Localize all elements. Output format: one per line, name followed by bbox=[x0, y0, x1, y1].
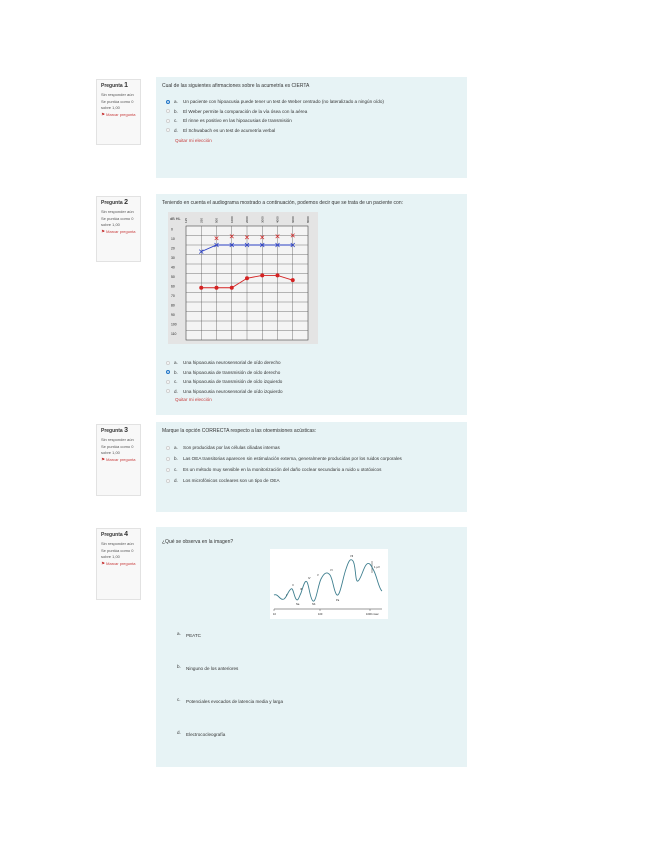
question-score: Se puntúa como 0 sobre 1,00 bbox=[101, 99, 134, 110]
question-2-info bbox=[96, 196, 141, 262]
answer-option-c[interactable]: c. Es un método muy sensible en la monitorización del daño coclear secundario a ruido u ototóxicos bbox=[162, 464, 461, 475]
audiogram-db-tick: 50 bbox=[171, 275, 175, 279]
waveform-peak-label: VI bbox=[330, 569, 333, 572]
amplitude-label: 1 µV bbox=[374, 565, 380, 569]
air-conduction-point bbox=[245, 276, 249, 280]
flag-icon: ⚑ bbox=[101, 457, 106, 463]
flag-question-button[interactable]: ⚑ Marcar pregunta bbox=[101, 561, 136, 567]
answer-option-a[interactable]: a. PEATC bbox=[177, 631, 201, 638]
waveform-peak-label: IV bbox=[308, 577, 311, 580]
question-4-content bbox=[156, 527, 467, 767]
answer-option-d[interactable]: d. Una hipoacusia neurosensorial de oído izquierdo bbox=[162, 387, 461, 397]
flag-question-button[interactable]: ⚑ Marcar pregunta bbox=[101, 229, 136, 235]
waveform-peak-label: Pa bbox=[336, 599, 340, 602]
radio-selected[interactable] bbox=[166, 100, 170, 104]
audiogram-db-tick: 110 bbox=[171, 332, 177, 336]
answer-option-c[interactable]: c. Potenciales evocados de latencia media y larga bbox=[177, 697, 284, 704]
question-score: Se puntúa como 0 sobre 1,00 bbox=[101, 216, 134, 227]
clear-choice-link[interactable]: Quitar mi elección bbox=[175, 138, 212, 143]
clear-choice-link[interactable]: Quitar mi elección bbox=[175, 397, 212, 402]
answer-option-c[interactable]: c. Una hipoacusia de transmisión de oído izquierdo bbox=[162, 377, 461, 387]
question-1-content bbox=[156, 77, 467, 178]
waveform-peak-label: V bbox=[317, 574, 319, 577]
question-status: Sin responder aún bbox=[101, 436, 134, 442]
question-1-info bbox=[96, 79, 141, 145]
answer-option-a[interactable]: a. Una hipoacusia neurosensorial de oído derecho bbox=[162, 358, 461, 368]
waveform-peak-label: I bbox=[286, 594, 287, 597]
air-conduction-point bbox=[230, 286, 234, 290]
answer-option-a[interactable]: a. Un paciente con hipoacusia puede tener un test de Weber centrado (no lateralizado a ningún oído) bbox=[162, 97, 461, 107]
waveform-peak-label: Nb bbox=[312, 603, 316, 606]
flag-question-button[interactable]: ⚑ Marcar pregunta bbox=[101, 457, 136, 463]
answer-option-b[interactable]: b. Ninguno de los anteriores bbox=[177, 664, 239, 671]
air-conduction-point bbox=[291, 278, 295, 282]
answer-option-d[interactable]: d. Los microfónicos cocleares son un tipo de OEA bbox=[162, 475, 461, 486]
evoked-potential-waveform-image bbox=[270, 549, 388, 619]
question-text: ¿Qué se observa en la imagen? bbox=[162, 539, 234, 545]
waveform-axis-label: 100 bbox=[318, 613, 323, 616]
waveform-peak-label: Na bbox=[296, 603, 300, 606]
audiogram-db-tick: 40 bbox=[171, 265, 175, 270]
audiogram-frequency-tick: 250 bbox=[199, 217, 204, 223]
waveform-background bbox=[270, 549, 388, 619]
radio[interactable] bbox=[166, 109, 170, 113]
audiogram-frequency-tick: 125 bbox=[184, 217, 189, 223]
question-text: Teniendo en cuenta el audiograma mostrado a continuación, podemos decir que se trata de un paciente con: bbox=[162, 200, 403, 206]
air-conduction-point bbox=[276, 273, 280, 277]
answer-option-d[interactable]: d. El Schwabach es un test de acumetría verbal bbox=[162, 126, 461, 136]
audiogram-frequency-tick: 6000 bbox=[290, 216, 295, 223]
question-3-content bbox=[156, 422, 467, 512]
radio[interactable] bbox=[166, 457, 170, 461]
audiogram-frequency-tick: 500 bbox=[214, 217, 219, 223]
flag-icon: ⚑ bbox=[101, 112, 106, 118]
audiogram-db-tick: 0 bbox=[171, 227, 173, 232]
radio[interactable] bbox=[166, 119, 170, 123]
question-number: Pregunta 4 bbox=[101, 531, 128, 538]
radio[interactable] bbox=[166, 446, 170, 450]
audiogram-db-tick: 70 bbox=[171, 294, 175, 298]
air-conduction-point bbox=[199, 286, 203, 290]
waveform-peak-label: III bbox=[300, 588, 303, 591]
audiogram-frequency-tick: 8000 bbox=[306, 216, 311, 223]
audiogram-frequency-tick: 1000 bbox=[229, 216, 234, 223]
answer-option-d[interactable]: d. Electrococleografía bbox=[177, 730, 226, 737]
audiogram-frequency-tick: 3000 bbox=[260, 216, 265, 223]
question-score: Se puntúa como 0 sobre 1,00 bbox=[101, 444, 134, 455]
audiogram-db-tick: 10 bbox=[171, 237, 175, 241]
waveform-axis-label: 1000 msec bbox=[366, 613, 379, 616]
question-2-content bbox=[156, 194, 467, 415]
radio[interactable] bbox=[166, 361, 170, 365]
answer-option-b[interactable]: b. Las OEA transitorias aparecen sin estimulación externa, generalmente producidas por los ruidos corporales bbox=[162, 453, 461, 464]
answer-option-a[interactable]: a. Son producidas por las células ciliadas internas bbox=[162, 442, 461, 453]
audiogram-frequency-tick: 4000 bbox=[275, 216, 280, 223]
radio[interactable] bbox=[166, 389, 170, 393]
waveform-axis-label: 10 bbox=[273, 613, 276, 616]
audiogram-frequency-tick: 2000 bbox=[245, 216, 250, 223]
question-number: Pregunta 2 bbox=[101, 199, 128, 206]
question-status: Sin responder aún bbox=[101, 208, 134, 214]
question-number: Pregunta 3 bbox=[101, 427, 128, 434]
audiogram-db-tick: 30 bbox=[171, 256, 175, 260]
question-status: Sin responder aún bbox=[101, 540, 134, 546]
audiogram-db-tick: 90 bbox=[171, 313, 175, 317]
answer-option-c[interactable]: c. El rinne es positivo en las hipoacusias de transmisión bbox=[162, 116, 461, 126]
answer-option-b[interactable]: b. Una hipoacusia de transmisión de oído derecho bbox=[162, 368, 461, 378]
audiogram-db-tick: 60 bbox=[171, 284, 175, 289]
question-score: Se puntúa como 0 sobre 1,00 bbox=[101, 548, 134, 559]
question-status: Sin responder aún bbox=[101, 91, 134, 97]
flag-icon: ⚑ bbox=[101, 561, 106, 567]
air-conduction-point bbox=[215, 286, 219, 290]
question-text: Marque la opción CORRECTA respecto a las otoemisiones acústicas: bbox=[162, 428, 317, 434]
answer-option-b[interactable]: b. El Weber permite la comparación de la vía ósea con la aérea bbox=[162, 107, 461, 117]
question-4-info bbox=[96, 528, 141, 600]
audiogram-db-tick: 80 bbox=[171, 303, 175, 308]
audiogram-db-tick: 100 bbox=[171, 322, 177, 327]
waveform-peak-label: II bbox=[292, 584, 294, 587]
radio-selected[interactable] bbox=[166, 370, 170, 374]
flag-icon: ⚑ bbox=[101, 229, 106, 235]
question-text: Cual de las siguientes afirmaciones sobre la acumetría es CIERTA bbox=[162, 83, 310, 89]
waveform-peak-label: VII bbox=[350, 555, 354, 558]
audiogram-ylabel: dB HL bbox=[170, 217, 181, 221]
question-number: Pregunta 1 bbox=[101, 82, 128, 89]
audiogram-db-tick: 20 bbox=[171, 246, 175, 251]
air-conduction-point bbox=[260, 273, 264, 277]
question-3-info bbox=[96, 424, 141, 496]
radio[interactable] bbox=[166, 468, 170, 472]
flag-question-button[interactable]: ⚑ Marcar pregunta bbox=[101, 112, 136, 118]
radio[interactable] bbox=[166, 380, 170, 384]
radio[interactable] bbox=[166, 479, 170, 483]
audiogram-image bbox=[168, 212, 318, 344]
radio[interactable] bbox=[166, 128, 170, 132]
